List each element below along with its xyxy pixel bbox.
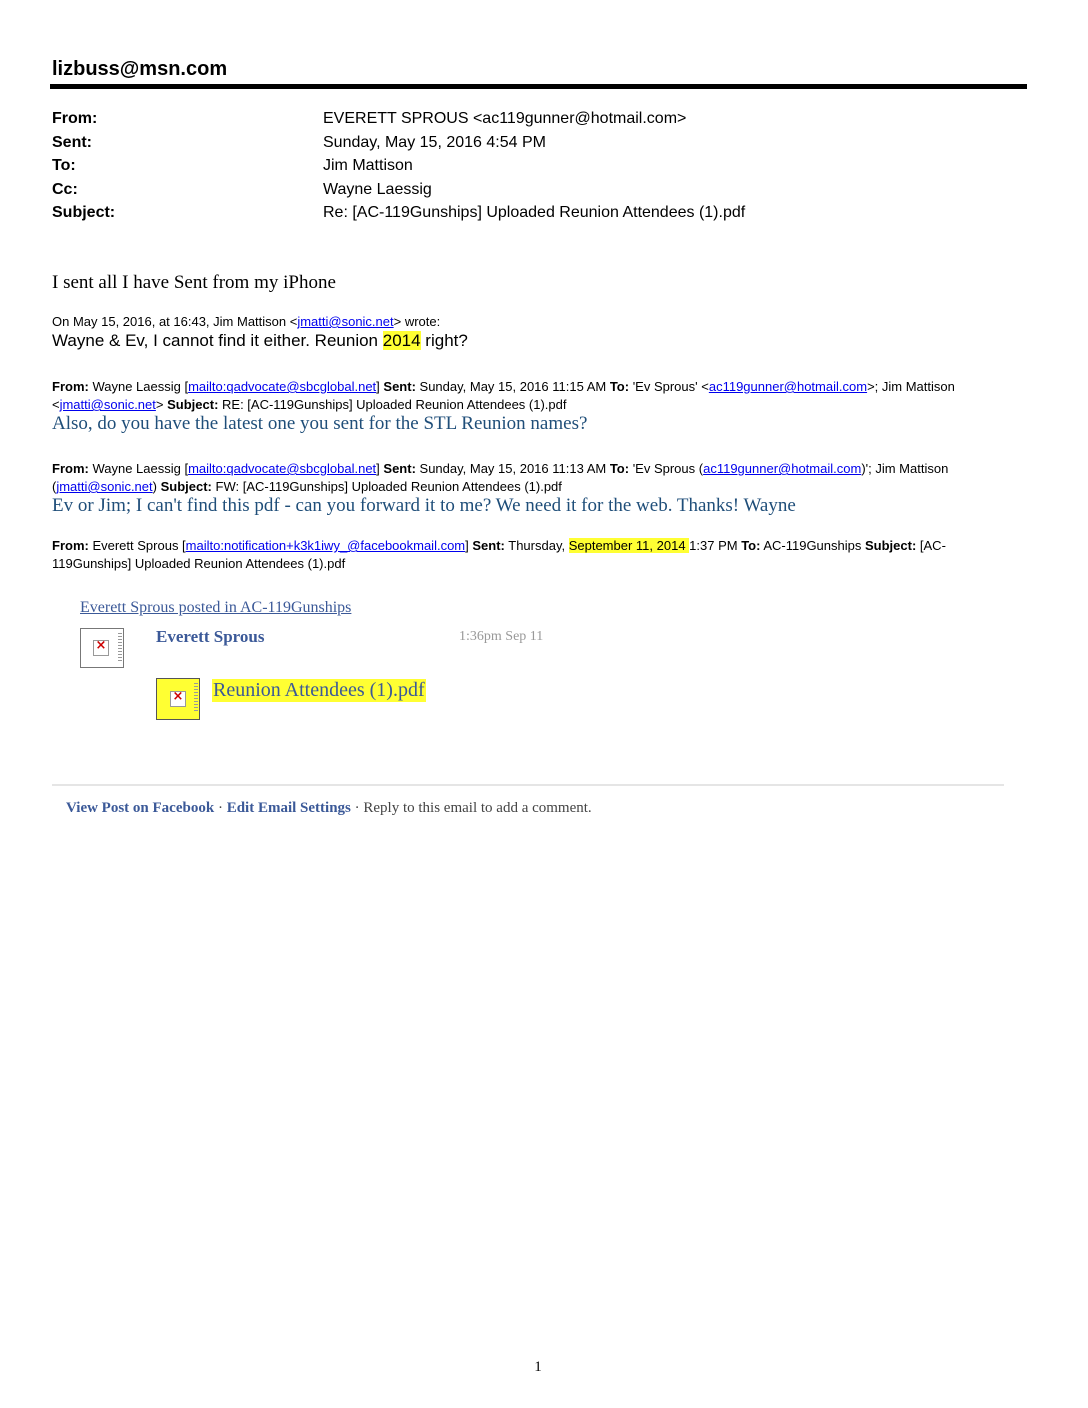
w1-subject-value: RE: [AC-119Gunships] Uploaded Reunion Attendees (1).pdf <box>218 397 567 412</box>
edit-settings-link[interactable]: Edit Email Settings <box>226 800 351 816</box>
w1-to-label: To: <box>609 379 630 394</box>
to-label: To: <box>52 157 76 174</box>
ev-subject-label: Subject: <box>864 538 917 553</box>
w2-to-value: 'Ev Sprous ( <box>629 461 704 476</box>
w1-from-label: From: <box>52 379 89 394</box>
w2-from-label: From: <box>52 461 89 476</box>
quote-header <box>52 313 440 331</box>
poster-avatar[interactable] <box>80 628 124 668</box>
header-divider <box>50 84 1027 89</box>
w2-from-name: Wayne Laessig [ <box>88 461 189 476</box>
w1-to-after: >; Jim Mattison < <box>52 379 955 412</box>
attachment-link[interactable]: Reunion Attendees (1).pdf <box>213 679 425 701</box>
ev-to-label: To: <box>741 538 761 553</box>
ev-from-label: From: <box>52 538 89 553</box>
ev-sent-label: Sent: <box>472 538 505 553</box>
sent-label: Sent: <box>52 134 92 151</box>
cc-label: Cc: <box>52 181 78 198</box>
subject-label: Subject: <box>52 204 116 221</box>
jim-message-highlight: 2014 <box>382 331 421 350</box>
ev-to-value: AC-119Gunships <box>760 538 865 553</box>
from-label: From: <box>52 110 98 127</box>
jim-message-before: Wayne & Ev, I cannot find it either. Reunion <box>52 331 383 350</box>
avatar-dots-decoration <box>118 633 122 663</box>
w2-to-after: )'; Jim Mattison ( <box>52 461 949 494</box>
ev-sent-before: Thursday, <box>504 538 569 553</box>
footer-separator: · <box>350 800 364 816</box>
w1-to-close: > <box>155 397 168 412</box>
broken-image-icon: × <box>93 640 109 656</box>
intro-message: I sent all I have Sent from my iPhone <box>52 272 336 293</box>
ev-from-link[interactable]: mailto:notification+k3k1iwy_@facebookmail.com <box>185 538 466 553</box>
w2-sent-value: Sunday, May 15, 2016 11:13 AM <box>415 461 610 476</box>
w1-from-close: ] <box>376 379 384 394</box>
w2-sent-label: Sent: <box>383 461 416 476</box>
w2-to-label: To: <box>609 461 630 476</box>
quote-prefix: On May 15, 2016, at 16:43, Jim Mattison < <box>52 314 298 329</box>
wayne-message-2-header <box>52 460 1012 496</box>
w2-subject-label: Subject: <box>160 479 212 494</box>
poster-name[interactable]: Everett Sprous <box>156 627 265 646</box>
w1-from-link[interactable]: mailto:qadvocate@sbcglobal.net <box>188 379 377 394</box>
w1-to-link2[interactable]: jmatti@sonic.net <box>59 397 156 412</box>
w1-from-name: Wayne Laessig [ <box>88 379 189 394</box>
attachment-dots-decoration <box>194 683 198 713</box>
subject-value: Re: [AC-119Gunships] Uploaded Reunion Attendees (1).pdf <box>323 204 746 221</box>
w1-to-value: 'Ev Sprous' < <box>629 379 709 394</box>
ev-from-name: Everett Sprous [ <box>88 538 186 553</box>
w2-from-link[interactable]: mailto:qadvocate@sbcglobal.net <box>188 461 377 476</box>
ev-sent-after: 1:37 PM <box>689 538 742 553</box>
footer-links <box>66 800 592 817</box>
attachment-thumbnail[interactable] <box>156 678 200 720</box>
jim-message <box>52 331 468 351</box>
from-value: EVERETT SPROUS <ac119gunner@hotmail.com> <box>323 110 687 127</box>
broken-image-icon: × <box>170 691 186 707</box>
w2-from-close: ] <box>376 461 384 476</box>
w2-to-close: ) <box>152 479 161 494</box>
w1-sent-label: Sent: <box>383 379 416 394</box>
ev-subject-value: [AC-119Gunships] Uploaded Reunion Attendees (1).pdf <box>52 538 946 571</box>
sent-value: Sunday, May 15, 2016 4:54 PM <box>323 134 546 151</box>
w2-to-link[interactable]: ac119gunner@hotmail.com <box>703 461 862 476</box>
w1-sent-value: Sunday, May 15, 2016 11:15 AM <box>415 379 610 394</box>
footer-separator: · <box>214 800 227 816</box>
ev-from-close: ] <box>465 538 473 553</box>
wayne-message-1-header <box>52 378 1012 414</box>
fb-posted-in-link[interactable]: Everett Sprous posted in AC-119Gunships <box>80 599 352 616</box>
wayne-message-2-body: Ev or Jim; I can't find this pdf - can you forward it to me? We need it for the web. Thanks! Wayne <box>52 495 796 516</box>
footer-divider <box>52 784 1004 786</box>
w1-subject-label: Subject: <box>167 397 219 412</box>
page-number: 1 <box>534 1359 542 1375</box>
everett-message-header <box>52 537 1012 573</box>
w2-to-link2[interactable]: jmatti@sonic.net <box>56 479 153 494</box>
jim-message-after: right? <box>420 331 468 350</box>
to-value: Jim Mattison <box>323 157 413 174</box>
ev-sent-highlight: September 11, 2014 <box>568 538 690 553</box>
quote-suffix: > wrote: <box>393 314 441 329</box>
cc-value: Wayne Laessig <box>323 181 432 198</box>
wayne-message-1-body: Also, do you have the latest one you sent for the STL Reunion names? <box>52 413 588 434</box>
post-time: 1:36pm Sep 11 <box>459 629 544 644</box>
jim-email-link[interactable]: jmatti@sonic.net <box>297 314 394 329</box>
account-email: lizbuss@msn.com <box>52 58 228 80</box>
w1-to-link[interactable]: ac119gunner@hotmail.com <box>708 379 868 394</box>
reply-hint: Reply to this email to add a comment. <box>363 800 592 816</box>
view-post-link[interactable]: View Post on Facebook <box>66 800 215 816</box>
w2-subject-value: FW: [AC-119Gunships] Uploaded Reunion Attendees (1).pdf <box>211 479 562 494</box>
